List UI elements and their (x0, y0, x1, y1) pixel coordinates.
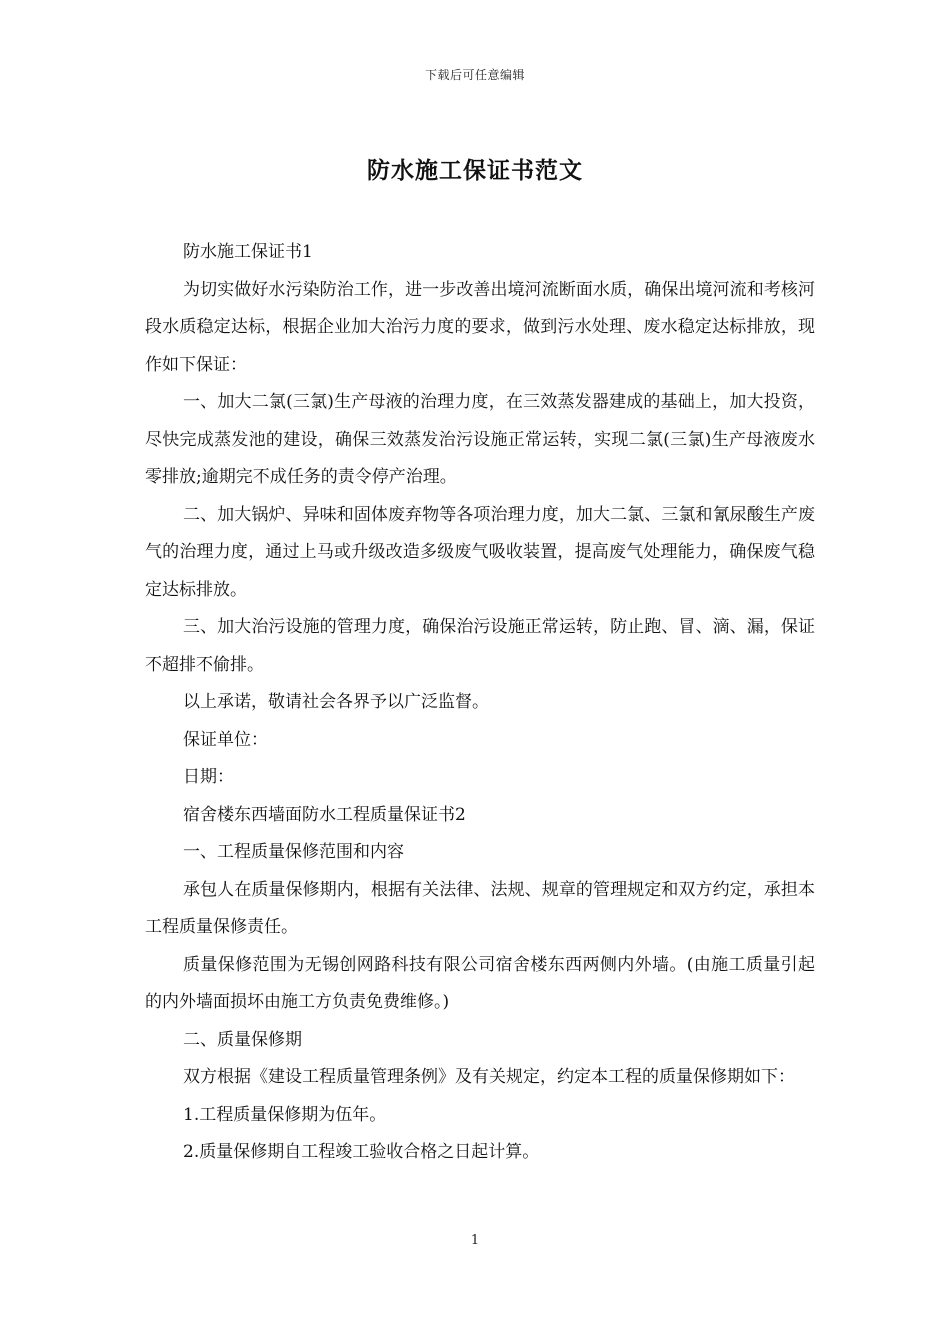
paragraph: 双方根据《建设工程质量管理条例》及有关规定，约定本工程的质量保修期如下： (183, 1067, 795, 1087)
paragraph: 日期： (183, 767, 234, 787)
paragraph: 一、工程质量保修范围和内容 (183, 842, 404, 862)
paragraph: 1.工程质量保修期为伍年。 (183, 1104, 387, 1125)
paragraph: 保证单位： (183, 729, 268, 750)
paragraph: 为切实做好水污染防治工作，进一步改善出境河流断面水质，确保出境河流和考核河段水质稳定达标，根据企业加大治污力度的要求，做到污水处理、废水稳定达标排放，现作如下保证： (145, 279, 815, 375)
paragraph: 以上承诺，敬请社会各界予以广泛监督。 (183, 692, 489, 712)
document-body (145, 234, 815, 1172)
paragraph: 二、加大锅炉、异味和固体废弃物等各项治理力度，加大二氯、三氯和氰尿酸生产废气的治理力度，通过上马或升级改造多级废气吸收装置，提高废气处理能力，确保废气稳定达标排放。 (145, 504, 815, 600)
paragraph: 2.质量保修期自工程竣工验收合格之日起计算。 (183, 1142, 540, 1162)
paragraph: 一、加大二氯(三氯)生产母液的治理力度，在三效蒸发器建成的基础上，加大投资，尽快完成蒸发池的建设，确保三效蒸发治污设施正常运转，实现二氯(三氯)生产母液废水零排放;逾期完不成任务的责令停产治理。 (145, 392, 815, 487)
paragraph: 三、加大治污设施的管理力度，确保治污设施正常运转，防止跑、冒、滴、漏，保证不超排不偷排。 (145, 617, 815, 675)
paragraph: 宿舍楼东西墙面防水工程质量保证书2 (183, 804, 466, 825)
paragraph: 二、质量保修期 (183, 1029, 302, 1050)
header-note: 下载后可任意编辑 (424, 68, 525, 82)
paragraph: 质量保修范围为无锡创网路科技有限公司宿舍楼东西两侧内外墙。(由施工质量引起的内外墙面损坏由施工方负责免费维修。) (145, 954, 815, 1012)
paragraph: 防水施工保证书1 (183, 242, 313, 262)
page-number: 1 (470, 1233, 480, 1248)
paragraph: 承包人在质量保修期内，根据有关法律、法规、规章的管理规定和双方约定，承担本工程质量保修责任。 (145, 879, 815, 937)
document-title: 防水施工保证书范文 (367, 157, 583, 184)
